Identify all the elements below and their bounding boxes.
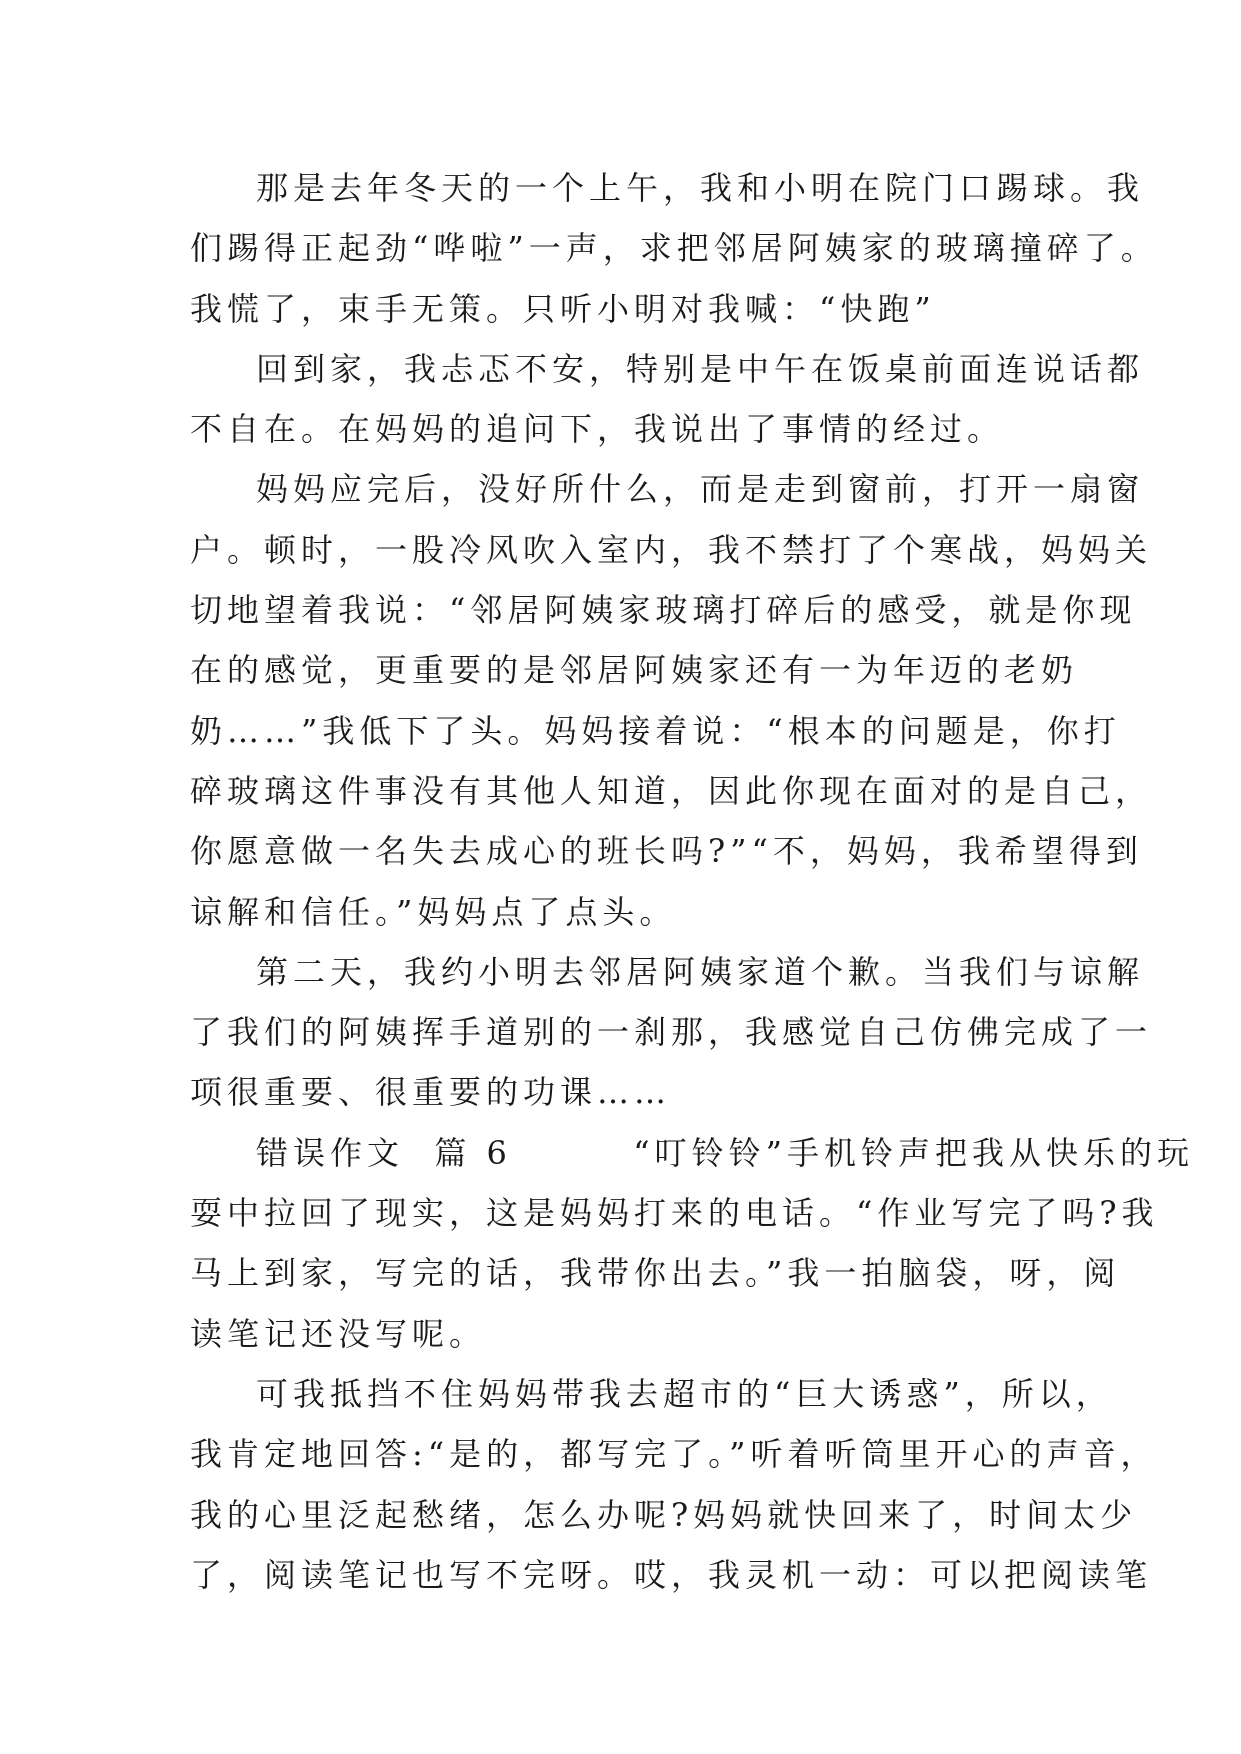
text-line: 我慌了，束手无策。只听小明对我喊：“快跑” [190,289,936,328]
document-body [190,158,1194,1605]
text-line: 马上到家，写完的话，我带你出去。”我一拍脑袋，呀，阅 [190,1254,1121,1293]
text-line: 们踢得正起劲“哗啦”一声，求把邻居阿姨家的玻璃撞碎了。 [190,229,1158,268]
text-line: 错误作文 篇 6 “叮铃铃”手机铃声把我从快乐的玩 [256,1133,1194,1172]
text-line: 第二天，我约小明去邻居阿姨家道个歉。当我们与谅解 [256,952,1145,991]
text-line: 碎玻璃这件事没有其他人知道，因此你现在面对的是自己， [190,771,1153,810]
text-line: 我肯定地回答:“是的，都写完了。”听着听筒里开心的声音， [190,1435,1158,1474]
text-line: 切地望着我说：“邻居阿姨家玻璃打碎后的感受，就是你现 [190,591,1137,630]
text-line: 奶……”我低下了头。妈妈接着说：“根本的问题是，你打 [190,711,1121,750]
text-line: 耍中拉回了现实，这是妈妈打来的电话。“作业写完了吗?我 [190,1194,1159,1233]
text-line: 妈妈应完后，没好所什么，而是走到窗前，打开一扇窗 [256,470,1145,509]
text-line: 可我抵挡不住妈妈带我去超市的“巨大诱惑”，所以， [256,1374,1113,1413]
text-line: 不自在。在妈妈的追问下，我说出了事情的经过。 [190,410,1005,449]
text-line: 谅解和信任。”妈妈点了点头。 [190,892,677,931]
text-line: 读笔记还没写呢。 [190,1314,487,1353]
text-line: 项很重要、很重要的功课…… [190,1073,672,1112]
text-line: 户。顿时，一股冷风吹入室内，我不禁打了个寒战，妈妈关 [190,530,1153,569]
text-line: 我的心里泛起愁绪，怎么办呢?妈妈就快回来了，时间太少 [190,1495,1138,1534]
text-line: 回到家，我忐忑不安，特别是中午在饭桌前面连说话都 [256,349,1145,388]
text-line: 在的感觉，更重要的是邻居阿姨家还有一为年迈的老奶 [190,651,1079,690]
text-line: 了，阅读笔记也写不完呀。哎，我灵机一动：可以把阅读笔 [190,1555,1153,1594]
text-line: 了我们的阿姨挥手道别的一刹那，我感觉自己仿佛完成了一 [190,1013,1153,1052]
text-line: 那是去年冬天的一个上午，我和小明在院门口踢球。我 [256,169,1145,207]
text-line: 你愿意做一名失去成心的班长吗?”“不，妈妈，我希望得到 [190,832,1143,871]
